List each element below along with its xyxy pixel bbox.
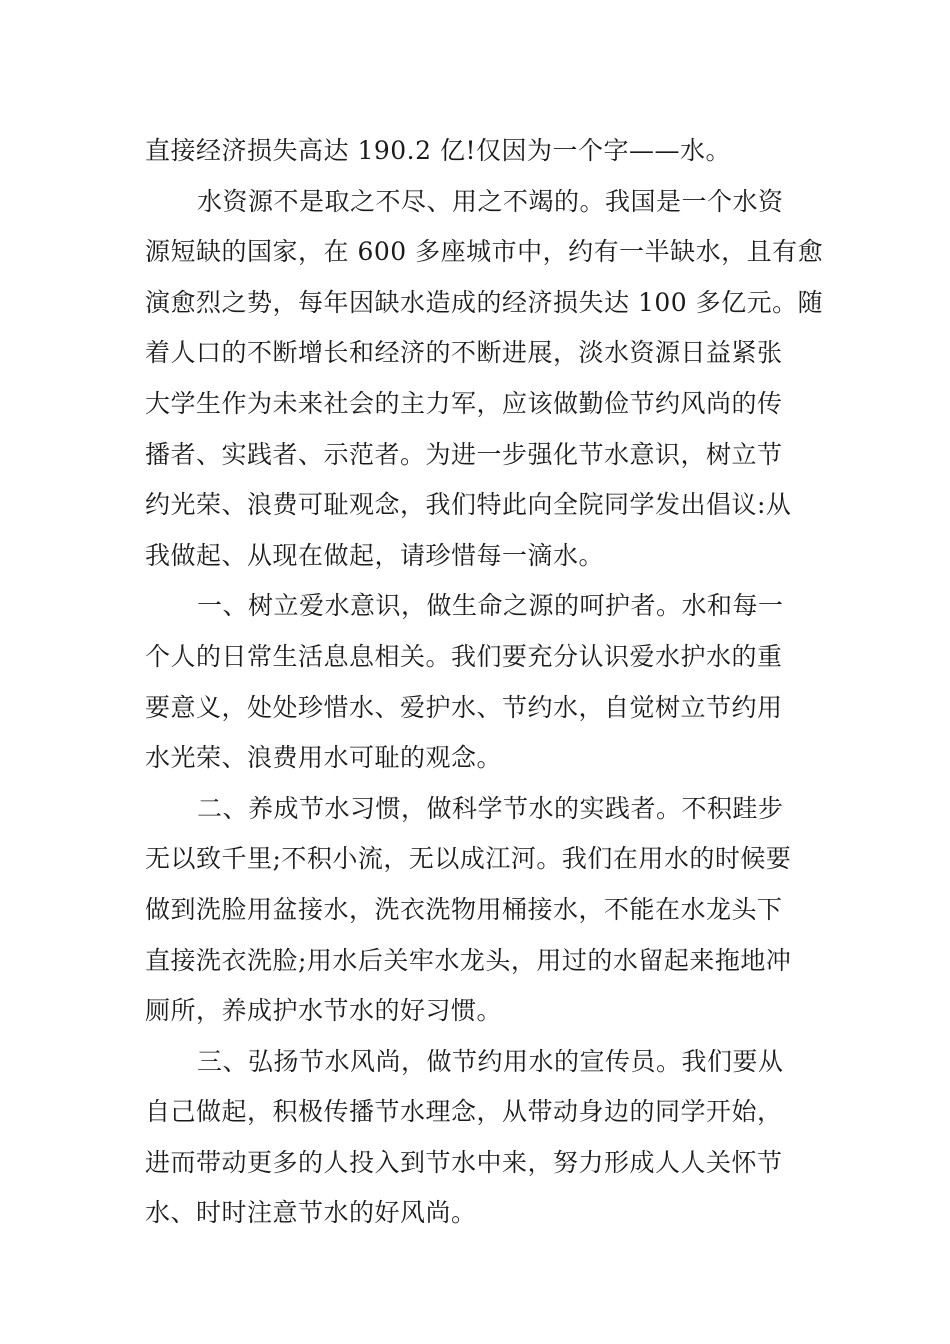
text-line: 自己做起，积极传播节水理念，从带动身边的同学开始，	[145, 1097, 783, 1127]
paragraph	[145, 1037, 810, 1239]
text-line: 水、时时注意节水的好风尚。	[145, 1198, 477, 1228]
text-line: 源短缺的国家，在 600 多座城市中，约有一半缺水，且有愈	[145, 237, 824, 267]
text-line: 大学生作为未来社会的主力军，应该做勤俭节约风尚的传	[145, 388, 783, 418]
text-line: 演愈烈之势，每年因缺水造成的经济损失达 100 多亿元。随	[145, 287, 824, 317]
text-line: 做到洗脸用盆接水，洗衣洗物用桶接水，不能在水龙头下	[145, 894, 783, 924]
text-line: 我做起、从现在做起，请珍惜每一滴水。	[145, 540, 605, 570]
paragraph	[145, 784, 810, 1037]
text-line: 个人的日常生活息息相关。我们要充分认识爱水护水的重	[145, 641, 783, 671]
text-line: 一、树立爱水意识，做生命之源的呵护者。水和每一	[197, 591, 784, 621]
text-line: 水资源不是取之不尽、用之不竭的。我国是一个水资	[197, 186, 784, 216]
paragraph	[145, 126, 810, 177]
paragraph	[145, 177, 824, 582]
text-line: 厕所，养成护水节水的好习惯。	[145, 996, 503, 1026]
text-line: 水光荣、浪费用水可耻的观念。	[145, 743, 503, 773]
text-line: 着人口的不断增长和经济的不断进展，淡水资源日益紧张	[145, 338, 783, 368]
text-line: 直接洗衣洗脸;用水后关牢水龙头，用过的水留起来拖地冲	[145, 945, 792, 975]
text-line: 约光荣、浪费可耻观念，我们特此向全院同学发出倡议:从	[145, 490, 792, 520]
document-page	[145, 126, 824, 1239]
text-line: 三、弘扬节水风尚，做节约用水的宣传员。我们要从	[197, 1046, 784, 1076]
text-line: 进而带动更多的人投入到节水中来，努力形成人人关怀节	[145, 1147, 783, 1177]
text-line: 二、养成节水习惯，做科学节水的实践者。不积跬步	[197, 793, 784, 823]
text-line: 直接经济损失高达 190.2 亿!仅因为一个字——水。	[145, 136, 732, 165]
text-line: 要意义，处处珍惜水、爱护水、节约水，自觉树立节约用	[145, 692, 783, 722]
text-line: 无以致千里;不积小流，无以成江河。我们在用水的时候要	[145, 844, 792, 874]
text-line: 播者、实践者、示范者。为进一步强化节水意识，树立节	[145, 439, 783, 469]
paragraph	[145, 581, 810, 783]
